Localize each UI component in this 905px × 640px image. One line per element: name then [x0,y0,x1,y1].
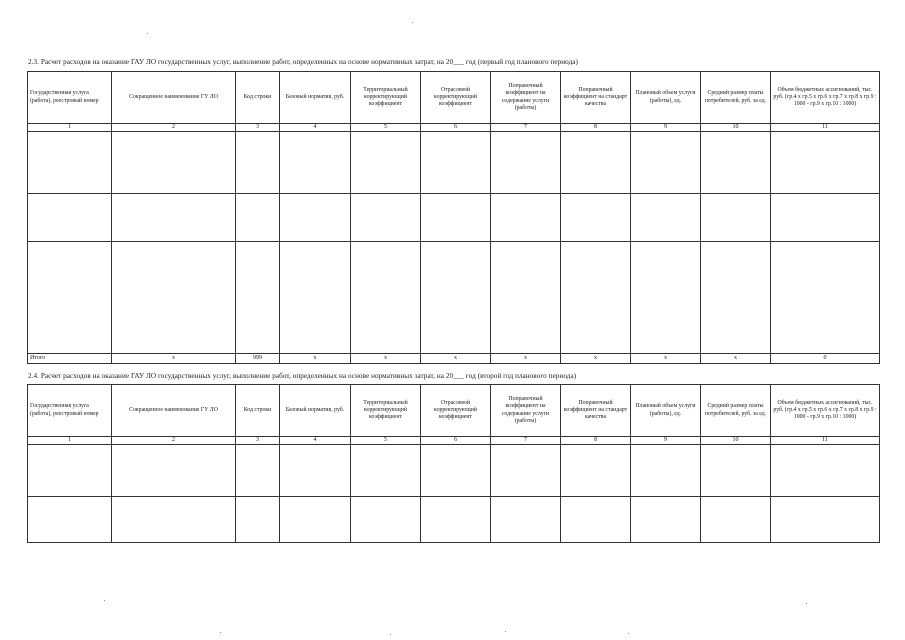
total-row [28,354,880,364]
column-number: 11 [771,437,880,445]
column-number: 4 [280,124,351,132]
total-cell: x [701,354,771,364]
cell[interactable] [701,194,771,242]
cell[interactable] [28,242,112,354]
cell[interactable] [280,497,351,543]
header-planned-volume: Плановый объем услуги (работы), ед. [631,72,701,124]
scan-speck [147,33,148,34]
header-base-norm: Базовый норматив, руб. [280,385,351,437]
header-budget-volume: Объем бюджетных ассигнований, тыс. руб. (гр.4 х гр.5 х гр.6 х гр.7 х гр.8 х гр.9 : 1000 - гр.9 х гр.10 : 1000) [771,72,880,124]
header-budget-volume: Объем бюджетных ассигнований, тыс. руб. (гр.4 х гр.5 х гр.6 х гр.7 х гр.8 х гр.9 : 1000 - гр.9 х гр.10 : 1000) [771,385,880,437]
cell[interactable] [351,445,421,497]
header-base-norm: Базовый норматив, руб. [280,72,351,124]
cell[interactable] [351,194,421,242]
cell[interactable] [701,497,771,543]
column-number: 6 [421,124,491,132]
cell[interactable] [631,194,701,242]
calc-table-first-year [27,71,880,364]
cell[interactable] [491,445,561,497]
cell[interactable] [491,497,561,543]
column-number: 2 [112,124,236,132]
header-quality-coef: Поправочный коэффициент на стандарт качества [561,385,631,437]
cell[interactable] [771,194,880,242]
cell[interactable] [631,497,701,543]
column-number-row [28,437,880,445]
header-row [28,72,880,124]
column-number: 6 [421,437,491,445]
cell[interactable] [421,445,491,497]
cell[interactable] [280,445,351,497]
header-sector-coef: Отраслевой корректирующий коэффициент [421,385,491,437]
scan-speck [390,634,391,635]
header-service: Государственная услуга (работа), реестровый номер [28,72,112,124]
header-content-coef: Поправочный коэффициент на содержание услуги (работы) [491,385,561,437]
total-cell: x [421,354,491,364]
cell[interactable] [280,132,351,194]
column-number: 1 [28,124,112,132]
cell[interactable] [236,132,280,194]
cell[interactable] [561,497,631,543]
total-cell: x [561,354,631,364]
cell[interactable] [421,242,491,354]
column-number: 5 [351,124,421,132]
cell[interactable] [771,445,880,497]
header-avg-fee: Средний размер платы потребителей, руб. за ед. [701,385,771,437]
cell[interactable] [491,194,561,242]
column-number: 5 [351,437,421,445]
column-number: 10 [701,124,771,132]
column-number: 9 [631,437,701,445]
scan-speck [412,22,413,23]
column-number: 10 [701,437,771,445]
cell[interactable] [561,242,631,354]
calc-table-second-year [27,384,880,543]
cell[interactable] [771,242,880,354]
header-short-name: Сокращенное наименование ГУ ЛО [112,385,236,437]
header-row-code: Код строки [236,72,280,124]
cell[interactable] [491,132,561,194]
cell[interactable] [701,445,771,497]
total-label: Итого [28,354,112,364]
cell[interactable] [112,497,236,543]
column-number: 3 [236,437,280,445]
section-title-2-4: 2.4. Расчет расходов на оказание ГАУ ЛО государственных услуг, выполнение работ, определенных на основе нормативных затрат, на 20___ год (второй год планового периода) [28,372,577,380]
cell[interactable] [421,194,491,242]
header-content-coef: Поправочный коэффициент на содержание услуги (работы) [491,72,561,124]
cell[interactable] [28,445,112,497]
cell[interactable] [28,132,112,194]
column-number: 4 [280,437,351,445]
scan-speck [220,632,221,633]
cell[interactable] [631,445,701,497]
column-number: 1 [28,437,112,445]
header-territorial-coef: Территориальный корректирующий коэффициент [351,385,421,437]
header-service: Государственная услуга (работа), реестровый номер [28,385,112,437]
cell[interactable] [236,194,280,242]
total-cell: x [112,354,236,364]
column-number: 11 [771,124,880,132]
cell[interactable] [771,132,880,194]
total-cell: x [491,354,561,364]
cell[interactable] [236,445,280,497]
header-avg-fee: Средний размер платы потребителей, руб. за ед. [701,72,771,124]
cell[interactable] [280,242,351,354]
column-number: 9 [631,124,701,132]
total-cell: x [280,354,351,364]
scan-speck [104,600,105,601]
cell[interactable] [280,194,351,242]
cell[interactable] [112,194,236,242]
cell[interactable] [112,132,236,194]
cell[interactable] [112,445,236,497]
table-row [28,132,880,194]
header-territorial-coef: Территориальный корректирующий коэффициент [351,72,421,124]
total-cell: 999 [236,354,280,364]
cell[interactable] [491,242,561,354]
column-number: 3 [236,124,280,132]
cell[interactable] [421,132,491,194]
total-cell: x [631,354,701,364]
column-number: 7 [491,437,561,445]
cell[interactable] [701,132,771,194]
section-title-2-3: 2.3. Расчет расходов на оказание ГАУ ЛО государственных услуг, выполнение работ, определенных на основе нормативных затрат, на 20___ год (первый год планового периода) [28,58,578,66]
cell[interactable] [561,132,631,194]
column-number: 8 [561,437,631,445]
column-number: 7 [491,124,561,132]
header-sector-coef: Отраслевой корректирующий коэффициент [421,72,491,124]
header-planned-volume: Плановый объем услуги (работы), ед. [631,385,701,437]
cell[interactable] [236,497,280,543]
header-quality-coef: Поправочный коэффициент на стандарт качества [561,72,631,124]
cell[interactable] [236,242,280,354]
cell[interactable] [561,445,631,497]
column-number-row [28,124,880,132]
cell[interactable] [701,242,771,354]
table-row [28,194,880,242]
cell[interactable] [112,242,236,354]
cell[interactable] [631,242,701,354]
table-row [28,497,880,543]
column-number: 2 [112,437,236,445]
cell[interactable] [771,497,880,543]
total-cell: 0 [771,354,880,364]
header-row-code: Код строки [236,385,280,437]
table-row [28,242,880,354]
table-row [28,445,880,497]
column-number: 8 [561,124,631,132]
cell[interactable] [28,194,112,242]
cell[interactable] [421,497,491,543]
cell[interactable] [28,497,112,543]
scan-speck [628,633,629,634]
header-short-name: Сокращенное наименование ГУ ЛО [112,72,236,124]
cell[interactable] [351,132,421,194]
cell[interactable] [351,497,421,543]
header-row [28,385,880,437]
cell[interactable] [351,242,421,354]
cell[interactable] [631,132,701,194]
scan-speck [806,603,807,604]
scan-speck [505,631,506,632]
total-cell: x [351,354,421,364]
cell[interactable] [561,194,631,242]
